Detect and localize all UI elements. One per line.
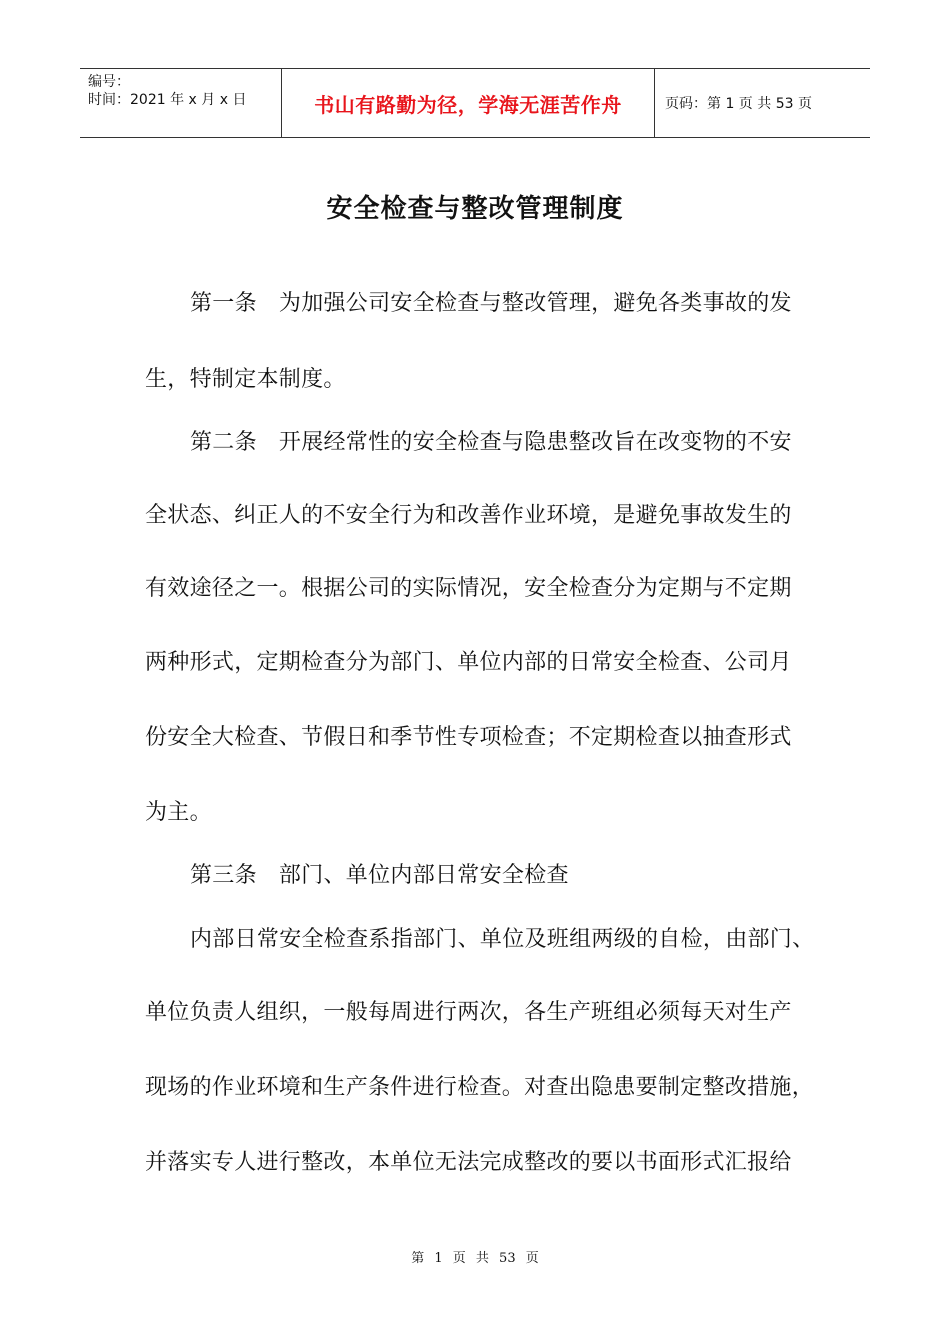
paragraph-line-4: 并落实专人进行整改，本单位无法完成整改的要以书面形式汇报给 (145, 1150, 792, 1175)
page-footer: 第 1 页 共 53 页 (411, 1251, 539, 1266)
document-time-label: 时间：2021 年 x 月 x 日 (88, 92, 247, 108)
article-2-line-4: 两种形式，定期检查分为部门、单位内部的日常安全检查、公司月 (145, 650, 792, 675)
paragraph-line-2: 单位负责人组织，一般每周进行两次，各生产班组必须每天对生产 (145, 1000, 792, 1025)
article-2-line-2: 全状态、纠正人的不安全行为和改善作业环境，是避免事故发生的 (145, 503, 792, 528)
article-2-line-3: 有效途径之一。根据公司的实际情况，安全检查分为定期与不定期 (145, 576, 792, 601)
document-title: 安全检查与整改管理制度 (326, 194, 624, 224)
header-motto: 书山有路勤为径，学海无涯苦作舟 (314, 92, 622, 117)
article-2-line-5: 份安全大检查、节假日和季节性专项检查；不定期检查以抽查形式 (145, 725, 792, 750)
article-3-line-1 (190, 858, 569, 889)
article-2-line-1 (190, 425, 792, 456)
article-3-heading: 第三条 (190, 863, 257, 888)
header-page-info (655, 69, 870, 137)
header-motto-cell (281, 69, 655, 137)
article-1-line-1 (190, 286, 792, 317)
document-header (80, 68, 870, 138)
paragraph-line-1: 内部日常安全检查系指部门、单位及班组两级的自检，由部门、 (190, 927, 815, 952)
document-number-label: 编号： (88, 74, 130, 90)
header-page-number: 页码：第 1 页 共 53 页 (665, 96, 812, 112)
article-3-title: 部门、单位内部日常安全检查 (278, 863, 569, 888)
header-meta (80, 69, 281, 137)
article-2-text: 开展经常性的安全检查与隐患整改旨在改变物的不安 (278, 430, 792, 455)
article-2-line-6: 为主。 (145, 800, 212, 825)
article-2-heading: 第二条 (190, 430, 257, 455)
article-1-heading: 第一条 (190, 291, 257, 316)
article-1-text: 为加强公司安全检查与整改管理，避免各类事故的发 (278, 291, 792, 316)
article-1-line-2: 生，特制定本制度。 (145, 367, 346, 392)
paragraph-line-3: 现场的作业环境和生产条件进行检查。对查出隐患要制定整改措施， (145, 1075, 815, 1100)
